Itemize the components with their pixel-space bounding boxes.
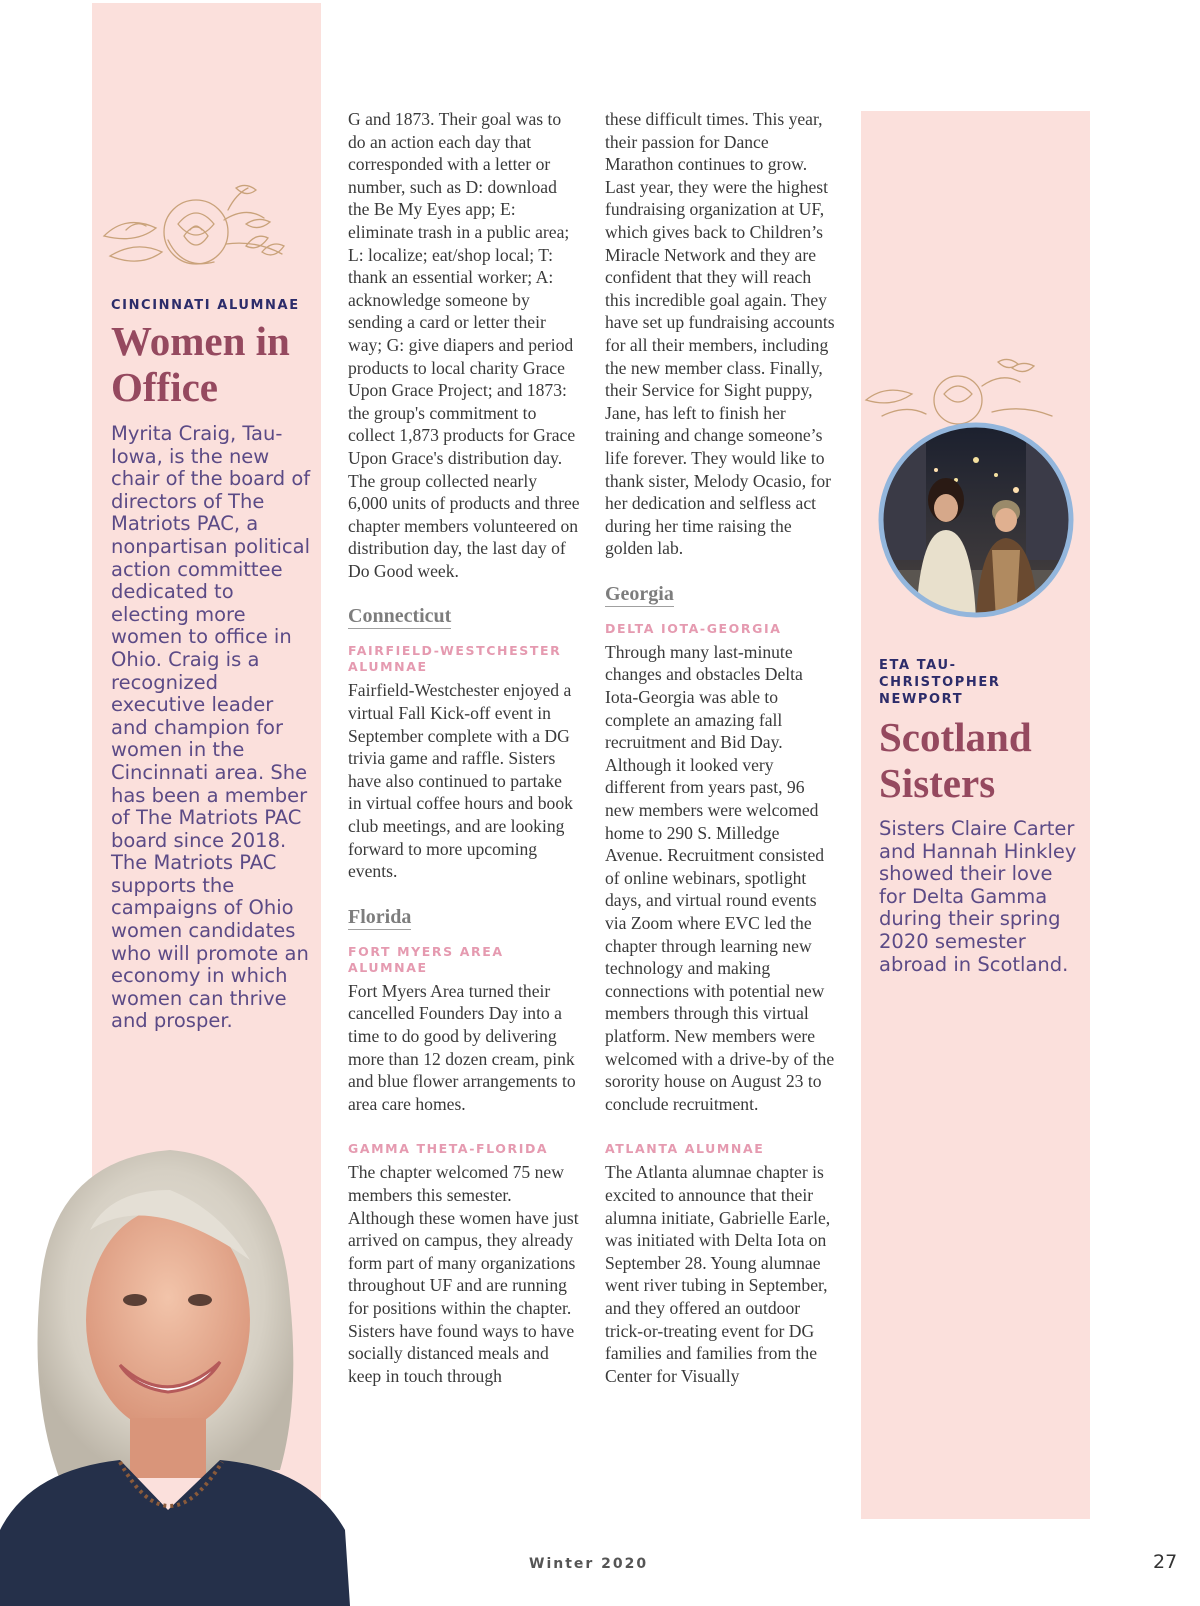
column-1-intro: G and 1873. Their goal was to do an action each day that corresponded with a letter or number, such as D: download the Be My Eyes app; E: eliminate trash in a public area; L: localize; eat/shop local; T: thank an essential worker; A: acknowledge someone by sending a card or letter their way; G: give diapers and period products to local charity Grace Upon Grace Project; and 1873: the group's commitment to collect 1,873 products for Grace Upon Grace's distribution day. The group collected nearly 6,000 units of products and three chapter members volunteered on distribution day, the last day of Do Good week. (348, 109, 580, 581)
portrait-photo (0, 1150, 350, 1606)
column-2 (605, 108, 837, 1387)
state-heading-connecticut: Connecticut (348, 605, 452, 628)
left-sidebar-title (111, 318, 321, 410)
section-gap (348, 1115, 580, 1141)
chapter-heading-fort-myers: FORT MYERS AREA ALUMNAE (348, 943, 504, 975)
page-number: 27 (1153, 1551, 1178, 1573)
rose-line-art-icon (96, 180, 292, 278)
chapter-heading-gamma-theta: GAMMA THETA-FLORIDA (348, 1141, 549, 1157)
right-sidebar-body: Sisters Claire Carter and Hannah Hinkley showed their love for Delta Gamma during their spring 2020 semester abroad in Scotland. (879, 817, 1077, 976)
right-sidebar-panel (861, 111, 1090, 1519)
gamma-theta-body: The chapter welcomed 75 new members this semester. Although these women have just arrived on campus, they already form part of many organizations throughout UF and are running for positions within the chapter. Sisters have found ways to have socially distanced meals and keep in touch through (348, 1162, 579, 1386)
section-gap (605, 1115, 837, 1141)
chapter-heading-fairfield: FAIRFIELD-WESTCHESTER ALUMNAE (348, 643, 562, 675)
left-title-line-1: Women in (111, 318, 290, 364)
fort-myers-body: Fort Myers Area turned their cancelled Founders Day into a time to do good by delivering more than 12 dozen cream, pink and blue flower arrangements to area care homes. (348, 980, 576, 1114)
column-2-intro: these difficult times. This year, their passion for Dance Marathon continues to grow. Last year, they were the highest fundraising organization at UF, which gives back to Children’s Miracle Network and they are confident that they will reach this incredible goal again. They have set up fundraising accounts for all their members, including the new member class. Finally, their Service for Sight puppy, Jane, has left to finish her training and change someone’s life forever. They would like to thank sister, Melody Ocasio, for her dedication and selfless act during her time raising the golden lab. (605, 109, 835, 559)
left-sidebar-kicker: CINCINNATI ALUMNAE (111, 298, 300, 313)
right-title-line-1: Scotland (879, 714, 1032, 760)
chapter-heading-atlanta: ATLANTA ALUMNAE (605, 1141, 765, 1157)
left-title-line-2: Office (111, 364, 218, 410)
right-sidebar-title (879, 714, 1089, 806)
rose-line-art-icon (862, 356, 1056, 426)
circular-photo (876, 420, 1076, 620)
right-sidebar-kicker: ETA TAU-CHRISTOPHER NEWPORT (879, 658, 1001, 707)
fairfield-body: Fairfield-Westchester enjoyed a virtual Fall Kick-off event in September complete with a DG trivia game and raffle. Sisters have also continued to partake in virtual coffee hours and book club meetings, and are looking forward to more upcoming events. (348, 680, 573, 882)
chapter-heading-delta-iota: DELTA IOTA-GEORGIA (605, 620, 782, 636)
column-1 (348, 108, 580, 1387)
state-heading-florida: Florida (348, 905, 412, 928)
left-sidebar-body: Myrita Craig, Tau-Iowa, is the new chair of the board of directors of The Matriots PAC, a nonpartisan political action committee dedicated to electing more women to office in Ohio. Craig is a recognized executive leader and champion for women in the Cincinnati area. She has been a member of The Matriots PAC board since 2018. The Matriots PAC supports the campaigns of Ohio women candidates who will promote an economy in which women can thrive and prosper. (111, 422, 311, 1033)
delta-iota-body: Through many last-minute changes and obstacles Delta Iota-Georgia was able to complete an amazing fall recruitment and Bid Day. Although it looked very different from years past, 96 new members were welcomed home to 290 S. Milledge Avenue. Recruitment consisted of online webinars, spotlight days, and virtual round events via Zoom where EVC led the chapter through learning new technology and making connections with potential new members through this virtual platform. New members were welcomed with a drive-by of the sorority house on August 23 to conclude recruitment. (605, 641, 835, 1114)
footer-issue: Winter 2020 (529, 1556, 649, 1572)
state-heading-georgia: Georgia (605, 582, 674, 605)
right-title-line-2: Sisters (879, 760, 996, 806)
atlanta-body: The Atlanta alumnae chapter is excited to announce that their alumna initiate, Gabrielle Earle, was initiated with Delta Iota on September 28. Young alumnae went river tubing in September, and they offered an outdoor trick-or-treating event for DG families and families from the Center for Visually (605, 1162, 831, 1386)
